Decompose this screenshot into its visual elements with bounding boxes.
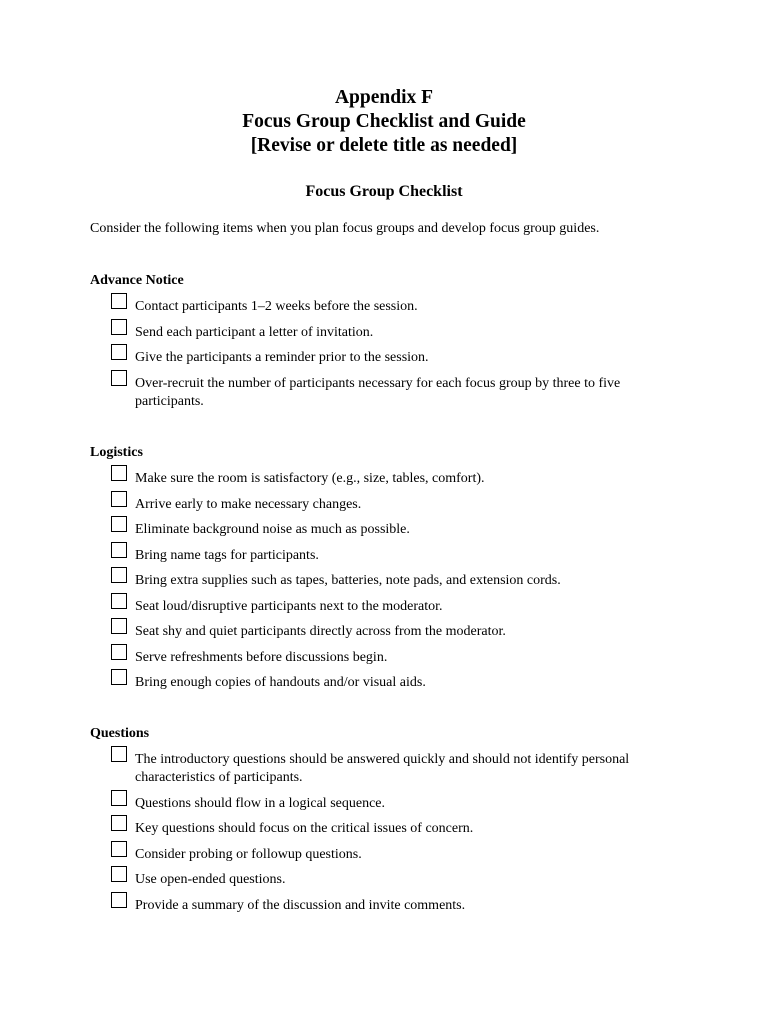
checkbox[interactable] (111, 293, 127, 309)
checkbox[interactable] (111, 542, 127, 558)
checklist-item-label: Bring name tags for participants. (135, 547, 319, 563)
checklist-item (90, 795, 690, 813)
checklist-item-label: Consider probing or followup questions. (135, 846, 362, 862)
document-title: Focus Group Checklist and Guide (242, 111, 526, 132)
checklist-item-label: Over-recruit the number of participants necessary for each focus group by three to five participants. (135, 375, 621, 409)
title-block (0, 86, 768, 158)
section-advance-notice (90, 272, 690, 418)
checklist (90, 751, 690, 915)
checklist-item-label: Questions should flow in a logical sequence. (135, 795, 386, 811)
checklist-item (90, 324, 690, 342)
checklist-item (90, 674, 690, 692)
checkbox[interactable] (111, 815, 127, 831)
checklist-item-label: Give the participants a reminder prior to the session. (135, 350, 429, 365)
checklist-item (90, 820, 690, 838)
checkbox[interactable] (111, 491, 127, 507)
checklist-item-label: Provide a summary of the discussion and invite comments. (135, 897, 466, 913)
checklist-item (90, 298, 690, 316)
checklist-item-label: Use open-ended questions. (135, 872, 286, 887)
intro-text: Consider the following items when you plan focus groups and develop focus group guides. (90, 221, 600, 236)
checkbox[interactable] (111, 866, 127, 882)
checklist-item-label: Eliminate background noise as much as possible. (135, 522, 410, 537)
checkbox[interactable] (111, 344, 127, 360)
checklist-item-label: Contact participants 1–2 weeks before the session. (135, 299, 418, 314)
checklist (90, 470, 690, 692)
checklist-item (90, 470, 690, 488)
checklist-item (90, 897, 690, 915)
checklist-item (90, 598, 690, 616)
checklist-item-label: Serve refreshments before discussions begin. (135, 649, 388, 665)
checklist-item-label: The introductory questions should be answered quickly and should not identify personal characteristics of participants. (135, 752, 630, 785)
checklist-item-label: Bring enough copies of handouts and/or visual aids. (135, 675, 426, 690)
checklist-item (90, 846, 690, 864)
checkbox[interactable] (111, 319, 127, 335)
title-note: [Revise or delete title as needed] (250, 135, 518, 156)
checkbox[interactable] (111, 618, 127, 634)
checkbox[interactable] (111, 644, 127, 660)
checklist-item (90, 572, 690, 590)
checklist-item (90, 547, 690, 565)
checkbox[interactable] (111, 746, 127, 762)
appendix-title: Appendix F (334, 87, 434, 108)
checklist-item-label: Bring extra supplies such as tapes, batteries, note pads, and extension cords. (135, 573, 561, 588)
checklist-item (90, 751, 690, 787)
checkbox[interactable] (111, 593, 127, 609)
checkbox[interactable] (111, 841, 127, 857)
checklist-item (90, 623, 690, 641)
checklist-item-label: Key questions should focus on the critical issues of concern. (135, 821, 474, 836)
checklist-item-label: Arrive early to make necessary changes. (135, 496, 362, 512)
checkbox[interactable] (111, 370, 127, 386)
checklist-subtitle: Focus Group Checklist (305, 183, 463, 200)
checkbox[interactable] (111, 790, 127, 806)
checkbox[interactable] (111, 567, 127, 583)
checklist-item-label: Send each participant a letter of invitation. (135, 324, 374, 340)
section-questions (90, 725, 690, 922)
section-heading: Advance Notice (90, 273, 184, 288)
checklist-item-label: Make sure the room is satisfactory (e.g., size, tables, comfort). (135, 471, 485, 486)
checklist-item (90, 349, 690, 367)
checkbox[interactable] (111, 892, 127, 908)
checklist-item-label: Seat shy and quiet participants directly across from the moderator. (135, 624, 506, 639)
checklist-item (90, 496, 690, 514)
checklist-item (90, 375, 690, 411)
checklist-item (90, 521, 690, 539)
section-logistics (90, 444, 690, 700)
section-heading: Logistics (90, 445, 143, 460)
checkbox[interactable] (111, 669, 127, 685)
checklist-item (90, 649, 690, 667)
checklist-item-label: Seat loud/disruptive participants next to the moderator. (135, 598, 443, 614)
section-heading: Questions (90, 726, 150, 741)
checklist-item (90, 871, 690, 889)
checkbox[interactable] (111, 516, 127, 532)
checklist (90, 298, 690, 411)
checkbox[interactable] (111, 465, 127, 481)
